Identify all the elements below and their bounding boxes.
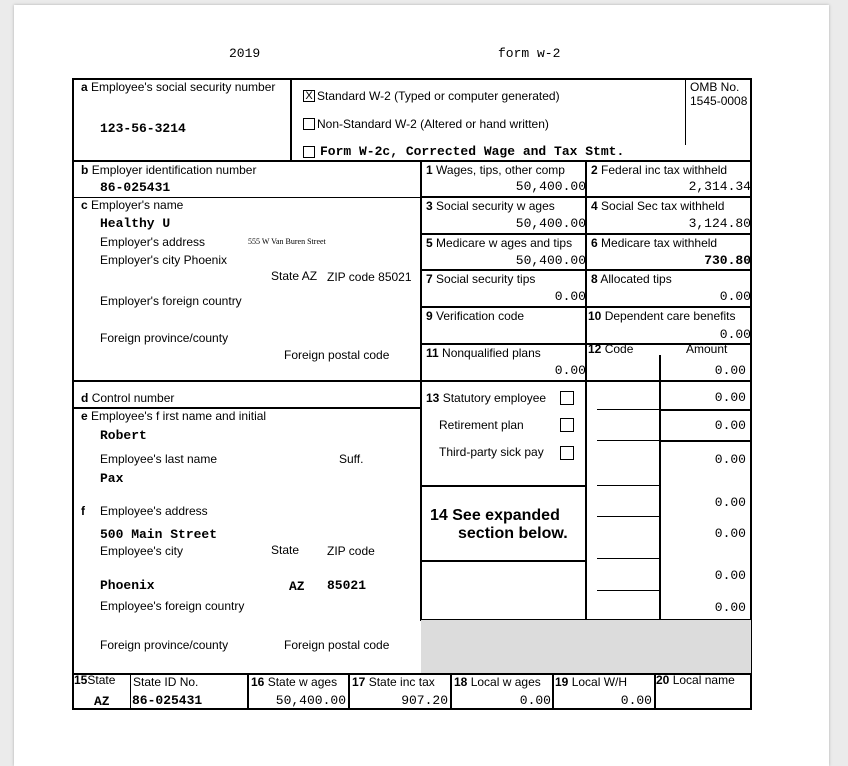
- box-6-label: 6 Medicare tax withheld: [591, 236, 718, 250]
- employer-address-label: Employer's address: [100, 235, 205, 249]
- box-e-label: e Employee's f irst name and initial: [81, 409, 267, 423]
- box-12-amount-7: 0.00: [714, 568, 746, 583]
- box-15-label: 15State: [74, 673, 116, 687]
- box-12-amount-5: 0.00: [714, 495, 746, 510]
- box-f-letter: f: [81, 504, 85, 518]
- employee-zip: 85021: [327, 578, 367, 593]
- box-16-value: 50,400.00: [275, 693, 346, 708]
- employer-state-row: State AZ: [271, 269, 318, 283]
- box-3-value: 50,400.00: [515, 216, 586, 231]
- employee-address-label: Employee's address: [100, 504, 208, 518]
- corrected-w2c-label: Form W-2c, Corrected Wage and Tax Stmt.: [320, 144, 625, 159]
- employee-foreign-country-label: Employee's foreign country: [100, 599, 245, 613]
- box-12-amount-label: Amount: [686, 342, 728, 356]
- box-3-label: 3 Social security w ages: [426, 199, 555, 213]
- box-12-amount-6: 0.00: [714, 526, 746, 541]
- box-11-value: 0.00: [554, 363, 586, 378]
- box-18-label: 18 Local w ages: [454, 675, 541, 689]
- employee-address: 500 Main Street: [100, 527, 218, 542]
- box-14-line-1: 14 See expanded: [430, 507, 560, 524]
- box-19-value: 0.00: [620, 693, 652, 708]
- employee-foreign-province-label: Foreign province/county: [100, 638, 229, 652]
- box-12-amount-8: 0.00: [714, 600, 746, 615]
- box-8-value: 0.00: [719, 289, 751, 304]
- box-12-amount-4: 0.00: [714, 452, 746, 467]
- box-11-label: 11 Nonqualified plans: [426, 346, 541, 360]
- box-13-sick-pay-label: Third-party sick pay: [439, 445, 544, 459]
- employee-foreign-postal-label: Foreign postal code: [284, 638, 390, 652]
- box-12-amount-1: 0.00: [714, 363, 746, 378]
- box-a-label: a Employee's social security number: [81, 80, 276, 94]
- document-page: [14, 5, 829, 766]
- box-7-value: 0.00: [554, 289, 586, 304]
- employer-address: 555 W Van Buren Street: [248, 237, 326, 246]
- box-1-value: 50,400.00: [515, 179, 586, 194]
- box-6-value: 730.80: [704, 253, 751, 268]
- form-title: form w-2: [498, 46, 561, 61]
- box-c-label: c Employer's name: [81, 198, 184, 212]
- box-d-label: d Control number: [81, 391, 175, 405]
- box-13-statutory-label: 13 Statutory employee: [426, 391, 547, 405]
- statutory-employee-checkbox[interactable]: [560, 391, 574, 405]
- box-12-amount-3: 0.00: [714, 418, 746, 433]
- box-17-label: 17 State inc tax: [352, 675, 435, 689]
- omb-number: 1545-0008: [690, 94, 748, 108]
- box-19-label: 19 Local W/H: [555, 675, 628, 689]
- box-4-value: 3,124.80: [688, 216, 751, 231]
- employee-suffix-label: Suff.: [339, 452, 364, 466]
- third-party-sick-pay-checkbox[interactable]: [560, 446, 574, 460]
- box-4-label: 4 Social Sec tax withheld: [591, 199, 725, 213]
- employer-zip-row: ZIP code 85021: [327, 270, 412, 284]
- employee-ssn: 123-56-3214: [100, 121, 186, 136]
- employee-zip-label: ZIP code: [327, 544, 375, 558]
- box-9-label: 9 Verification code: [426, 309, 525, 323]
- standard-w2-checkbox[interactable]: X: [303, 90, 315, 102]
- employer-foreign-province-label: Foreign province/county: [100, 331, 229, 345]
- box-20-label: 20 Local name: [656, 673, 735, 687]
- box-b-label: b Employer identification number: [81, 163, 257, 177]
- corrected-w2c-checkbox[interactable]: [303, 146, 315, 158]
- box-13-retirement-label: Retirement plan: [439, 418, 524, 432]
- box-7-label: 7 Social security tips: [426, 272, 536, 286]
- employer-foreign-country-label: Employer's foreign country: [100, 294, 242, 308]
- box-14-line-2: section below.: [458, 525, 568, 542]
- box-12-code-label: 12 Code: [588, 342, 634, 356]
- omb-number-label: OMB No.: [690, 80, 740, 94]
- box-2-label: 2 Federal inc tax withheld: [591, 163, 728, 177]
- employee-state: AZ: [289, 579, 305, 594]
- employee-last-name-label: Employee's last name: [100, 452, 218, 466]
- box-5-value: 50,400.00: [515, 253, 586, 268]
- state-id-label: State ID No.: [133, 675, 199, 689]
- employee-city-label: Employee's city: [100, 544, 183, 558]
- standard-w2-label: Standard W-2 (Typed or computer generated): [317, 89, 560, 103]
- box-16-label: 16 State w ages: [251, 675, 338, 689]
- nonstandard-w2-label: Non-Standard W-2 (Altered or hand written): [317, 117, 549, 131]
- employer-ein: 86-025431: [100, 180, 171, 195]
- box-10-value: 0.00: [719, 327, 751, 342]
- box-5-label: 5 Medicare w ages and tips: [426, 236, 573, 250]
- box-10-label: 10 Dependent care benefits: [588, 309, 736, 323]
- retirement-plan-checkbox[interactable]: [560, 418, 574, 432]
- box-2-value: 2,314.34: [688, 179, 751, 194]
- employee-city: Phoenix: [100, 578, 155, 593]
- box-1-label: 1 Wages, tips, other comp: [426, 163, 565, 177]
- box-15-state: AZ: [94, 694, 110, 709]
- employee-state-label: State: [271, 543, 300, 557]
- nonstandard-w2-checkbox[interactable]: [303, 118, 315, 130]
- employer-name: Healthy U: [100, 216, 171, 231]
- employee-first-name: Robert: [100, 428, 147, 443]
- employer-city-row: Employer's city Phoenix: [100, 253, 228, 267]
- state-id: 86-025431: [132, 693, 203, 708]
- employee-last-name: Pax: [100, 471, 124, 486]
- box-12-amount-2: 0.00: [714, 390, 746, 405]
- box-8-label: 8 Allocated tips: [591, 272, 672, 286]
- box-18-value: 0.00: [519, 693, 551, 708]
- box-17-value: 907.20: [401, 693, 448, 708]
- shaded-area: [421, 620, 751, 673]
- employer-foreign-postal-label: Foreign postal code: [284, 348, 390, 362]
- tax-year: 2019: [229, 46, 261, 61]
